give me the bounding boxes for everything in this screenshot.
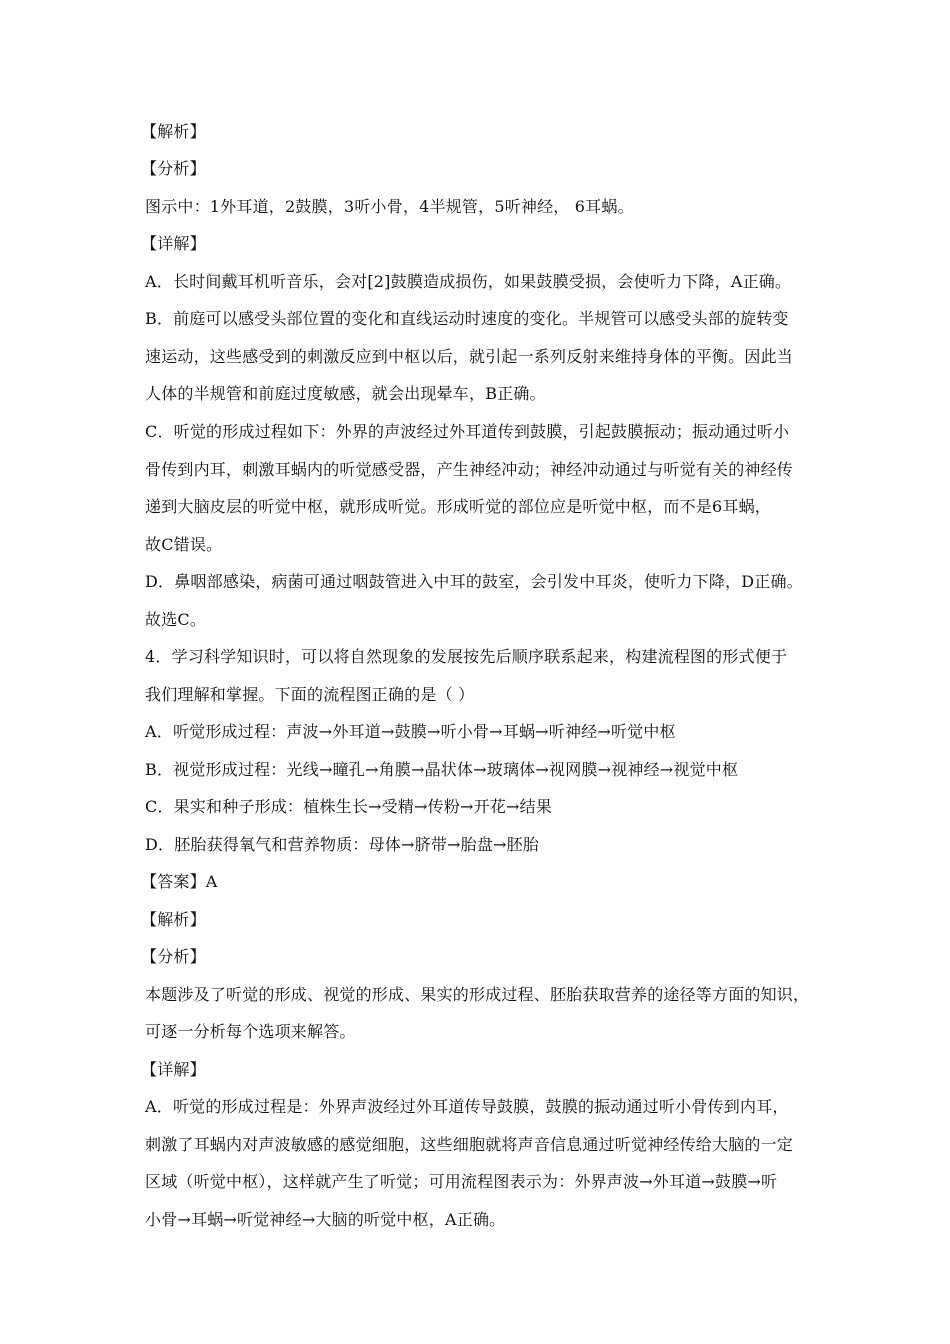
answer-line: 【答案】A — [141, 872, 218, 891]
option-c-explanation-line-3: 递到大脑皮层的听觉中枢，就形成听觉。形成听觉的部位应是听觉中枢，而不是6耳蜗， — [145, 497, 771, 516]
analysis-summary-line-1: 本题涉及了听觉的形成、视觉的形成、果实的形成过程、胚胎获取营养的途径等方面的知识， — [145, 985, 810, 1004]
analysis-summary-line-2: 可逐一分析每个选项来解答。 — [145, 1022, 356, 1041]
question-4-option-a: A．听觉形成过程：声波→外耳道→鼓膜→听小骨→耳蜗→听神经→听觉中枢 — [145, 722, 676, 741]
option-b-explanation-line-1: B．前庭可以感受头部位置的变化和直线运动时速度的变化。半规管可以感受头部的旋转变 — [145, 309, 789, 328]
diagram-legend: 图示中：1外耳道，2鼓膜，3听小骨，4半规管，5听神经， 6耳蜗。 — [145, 197, 634, 216]
option-c-explanation-line-2: 骨传到内耳，刺激耳蜗内的听觉感受器，产生神经冲动；神经冲动通过与听觉有关的神经传 — [145, 460, 794, 479]
analysis-heading: 【解析】 — [141, 122, 206, 141]
analysis-subheading: 【分析】 — [141, 159, 206, 178]
question-4-option-c: C．果实和种子形成：植株生长→受精→传粉→开花→结果 — [145, 797, 553, 816]
analysis-subheading-2: 【分析】 — [141, 947, 206, 966]
detail-heading-2: 【详解】 — [141, 1060, 206, 1079]
detail-a-line-1: A．听觉的形成过程是：外界声波经过外耳道传导鼓膜，鼓膜的振动通过听小骨传到内耳， — [145, 1097, 789, 1116]
question-4-option-b: B．视觉形成过程：光线→瞳孔→角膜→晶状体→玻璃体→视网膜→视神经→视觉中枢 — [145, 760, 739, 779]
analysis-heading-2: 【解析】 — [141, 910, 206, 929]
question-4-stem-line-2: 我们理解和掌握。下面的流程图正确的是（ ） — [145, 685, 475, 704]
detail-a-line-3: 区域（听觉中枢），这样就产生了听觉；可用流程图表示为：外界声波→外耳道→鼓膜→听 — [145, 1172, 778, 1191]
detail-a-line-2: 刺激了耳蜗内对声波敏感的感觉细胞，这些细胞就将声音信息通过听觉神经传给大脑的一定 — [145, 1135, 794, 1154]
option-b-explanation-line-2: 速运动，这些感受到的刺激反应到中枢以后，就引起一系列反射来维持身体的平衡。因此当 — [145, 347, 794, 366]
question-4-option-d: D．胚胎获得氧气和营养物质：母体→脐带→胎盘→胚胎 — [145, 835, 540, 854]
option-a-explanation: A．长时间戴耳机听音乐，会对[2]鼓膜造成损伤，如果鼓膜受损，会使听力下降，A正确。 — [145, 272, 792, 291]
detail-heading: 【详解】 — [141, 234, 206, 253]
option-b-explanation-line-3: 人体的半规管和前庭过度敏感，就会出现晕车，B正确。 — [145, 384, 546, 403]
option-c-explanation-line-4: 故C错误。 — [145, 535, 223, 554]
question-4-stem-line-1: 4．学习科学知识时，可以将自然现象的发展按先后顺序联系起来，构建流程图的形式便于 — [145, 647, 788, 666]
option-d-explanation: D．鼻咽部感染，病菌可通过咽鼓管进入中耳的鼓室，会引发中耳炎，使听力下降，D正确。 — [145, 572, 803, 591]
choice-conclusion: 故选C。 — [145, 610, 207, 629]
detail-a-line-4: 小骨→耳蜗→听觉神经→大脑的听觉中枢，A正确。 — [145, 1210, 506, 1229]
option-c-explanation-line-1: C．听觉的形成过程如下：外界的声波经过外耳道传到鼓膜，引起鼓膜振动；振动通过听小 — [145, 422, 790, 441]
